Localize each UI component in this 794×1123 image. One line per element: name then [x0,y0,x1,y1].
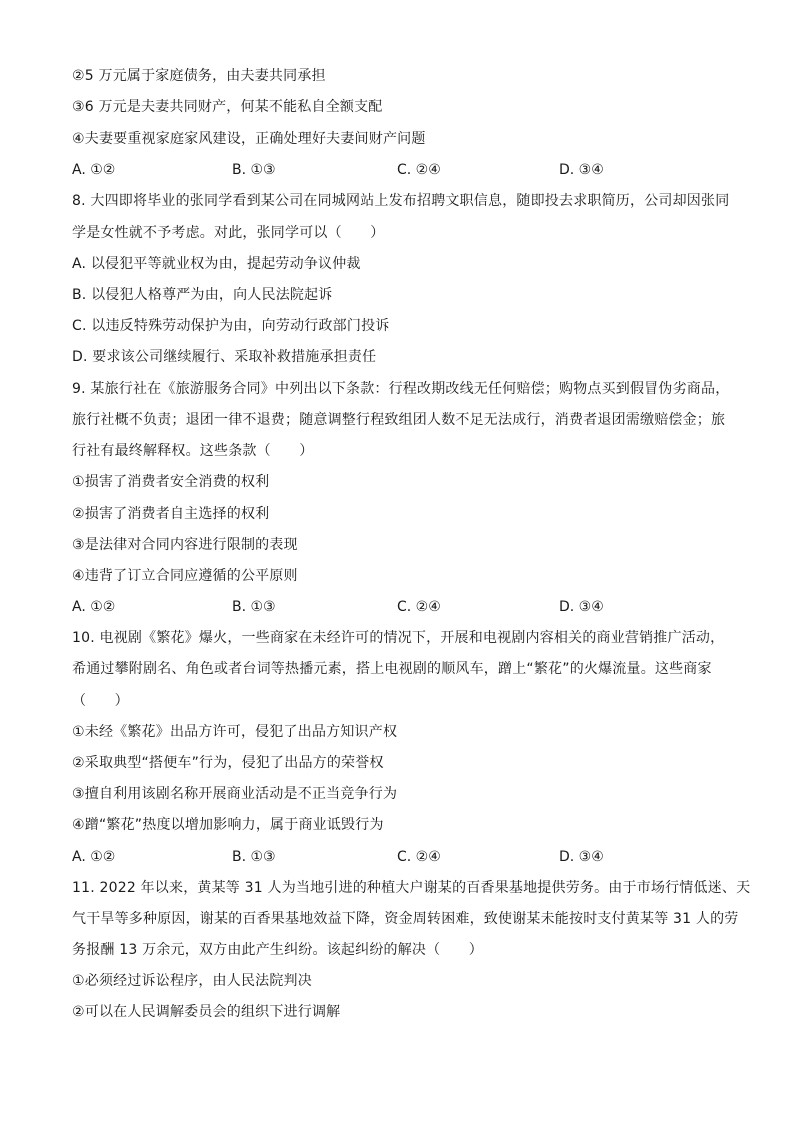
q7-item-3: ③6 万元是夫妻共同财产，何某不能私自全额支配 [72,99,383,115]
q9-choice-b[interactable]: B. ①③ [232,599,276,615]
q8-option-a[interactable]: A. 以侵犯平等就业权为由，提起劳动争议仲裁 [72,256,361,272]
q10-choice-b[interactable]: B. ①③ [232,849,276,865]
q9-choice-d[interactable]: D. ③④ [559,599,604,615]
q10-stem-line-1: 10. 电视剧《繁花》爆火，一些商家在未经许可的情况下，开展和电视剧内容相关的商业营销推广活动， [72,630,725,646]
q9-stem-line-3: 行社有最终解释权。这些条款（ ） [72,443,314,459]
q9-item-3: ③是法律对合同内容进行限制的表现 [72,537,298,553]
q7-item-2: ②5 万元属于家庭债务，由夫妻共同承担 [72,68,326,84]
q10-item-3: ③擅自利用该剧名称开展商业活动是不正当竞争行为 [72,786,398,802]
q10-stem-line-3: （ ） [72,693,129,709]
q11-stem-line-2: 气干旱等多种原因，谢某的百香果基地效益下降，资金周转困难，致使谢某未能按时支付黄某等 31 人的劳 [72,911,739,927]
q8-option-c[interactable]: C. 以违反特殊劳动保护为由，向劳动行政部门投诉 [72,318,390,334]
q7-choice-a[interactable]: A. ①② [72,162,116,178]
q9-stem-line-1: 9. 某旅行社在《旅游服务合同》中列出以下条款：行程改期改线无任何赔偿；购物点买到假冒伪劣商品， [72,381,730,397]
q7-choice-c[interactable]: C. ②④ [397,162,441,178]
q7-choices [72,161,732,179]
q8-option-d[interactable]: D. 要求该公司继续履行、采取补救措施承担责任 [72,349,377,365]
q9-item-2: ②损害了消费者自主选择的权利 [72,506,270,522]
q11-stem-line-3: 务报酬 13 万余元，双方由此产生纠纷。该起纠纷的解决（ ） [72,942,483,958]
q11-stem-line-1: 11. 2022 年以来，黄某等 31 人为当地引进的种植大户谢某的百香果基地提供劳务。由于市场行情低迷、天 [72,880,751,896]
q9-item-1: ①损害了消费者安全消费的权利 [72,474,270,490]
q8-option-b[interactable]: B. 以侵犯人格尊严为由，向人民法院起诉 [72,287,333,303]
q10-item-4: ④蹭“繁花”热度以增加影响力，属于商业诋毁行为 [72,817,384,833]
q9-choice-c[interactable]: C. ②④ [397,599,441,615]
q11-item-2: ②可以在人民调解委员会的组织下进行调解 [72,1004,341,1020]
q8-stem-line-2: 学是女性就不予考虑。对此，张同学可以（ ） [72,225,385,241]
q10-stem-line-2: 希通过攀附剧名、角色或者台词等热播元素，搭上电视剧的顺风车，蹭上“繁花”的火爆流量。这些商家 [72,661,712,677]
q10-item-2: ②采取典型“搭便车”行为，侵犯了出品方的荣誉权 [72,755,384,771]
q9-choices [72,598,732,616]
q7-choice-b[interactable]: B. ①③ [232,162,276,178]
q10-choices [72,848,732,866]
q9-stem-line-2: 旅行社概不负责；退团一律不退费；随意调整行程致组团人数不足无法成行，消费者退团需缴赔偿金；旅 [72,412,726,428]
q10-item-1: ①未经《繁花》出品方许可，侵犯了出品方知识产权 [72,724,398,740]
q7-choice-d[interactable]: D. ③④ [559,162,604,178]
q10-choice-a[interactable]: A. ①② [72,849,116,865]
q8-stem-line-1: 8. 大四即将毕业的张同学看到某公司在同城网站上发布招聘文职信息，随即投去求职简历，公司却因张同 [72,193,730,209]
q7-item-4: ④夫妻要重视家庭家风建设，正确处理好夫妻间财产问题 [72,131,426,147]
q11-item-1: ①必须经过诉讼程序，由人民法院判决 [72,973,312,989]
q10-choice-c[interactable]: C. ②④ [397,849,441,865]
q9-item-4: ④违背了订立合同应遵循的公平原则 [72,568,298,584]
q9-choice-a[interactable]: A. ①② [72,599,116,615]
q10-choice-d[interactable]: D. ③④ [559,849,604,865]
